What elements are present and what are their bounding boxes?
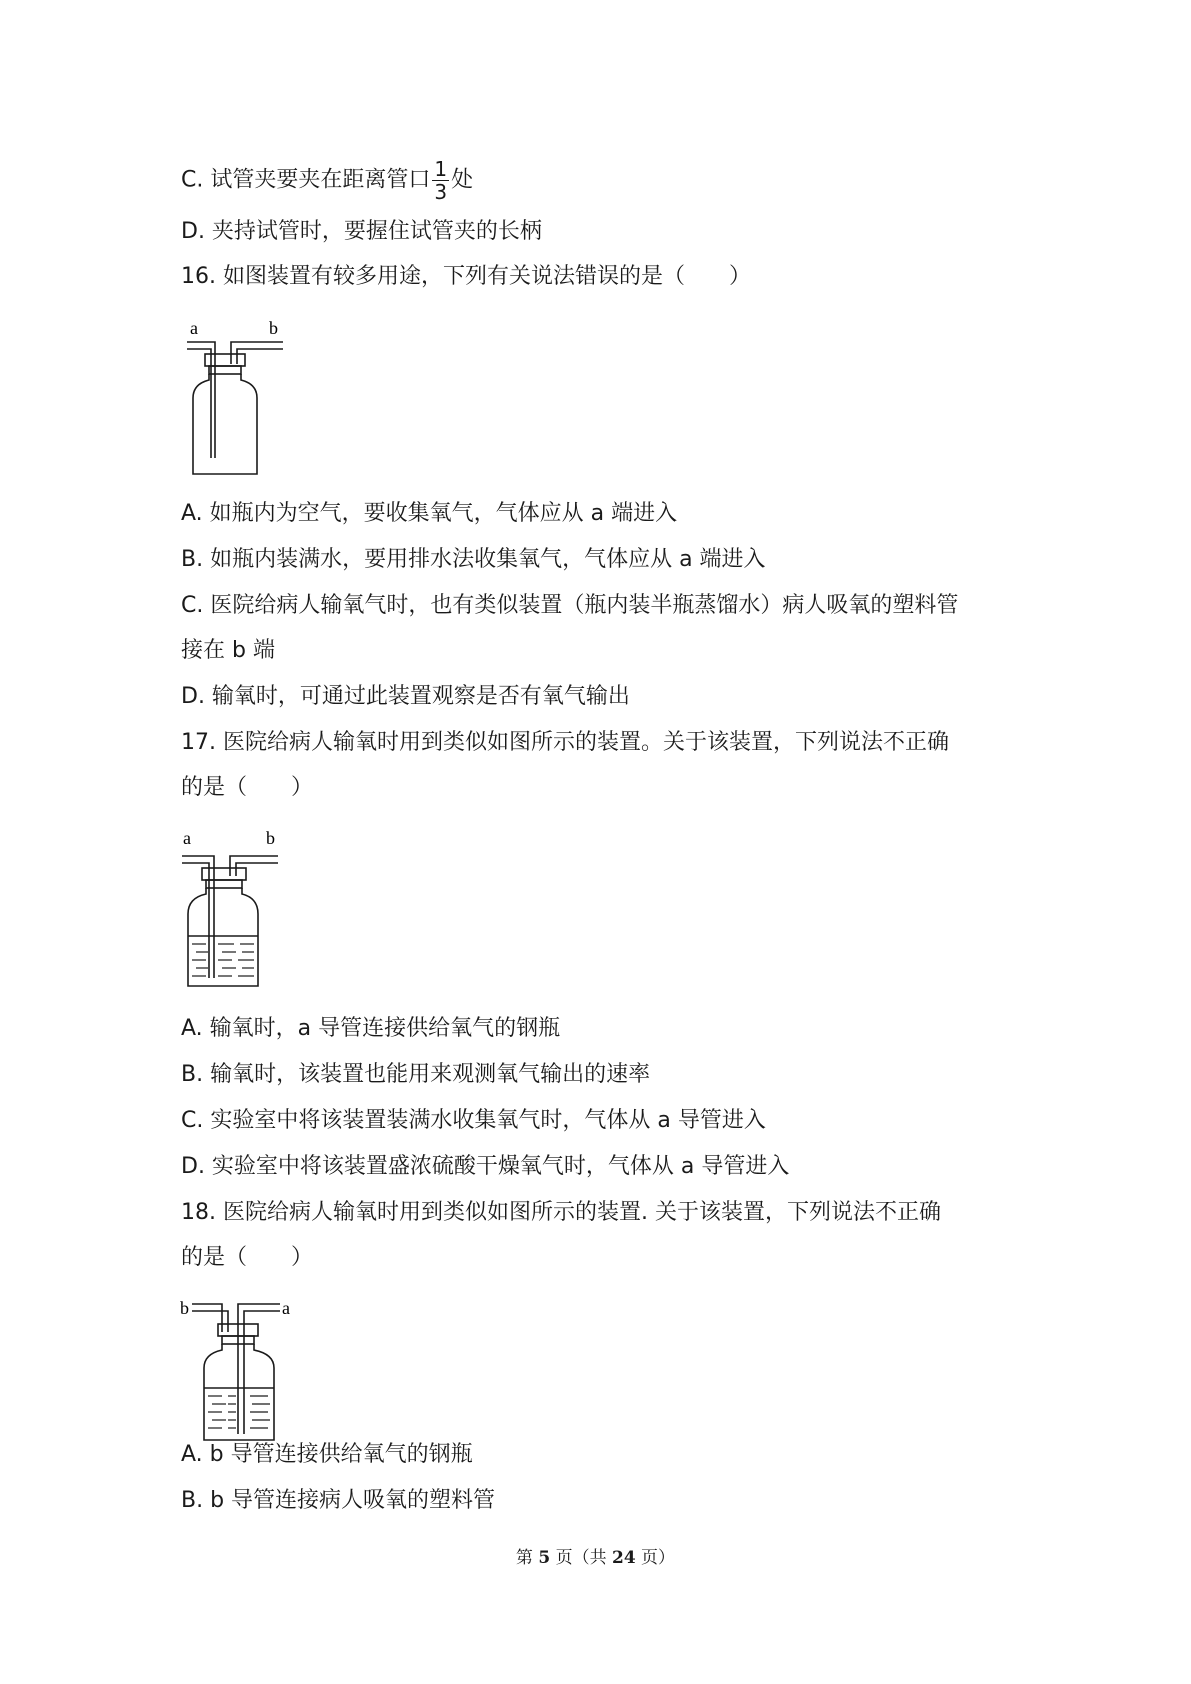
fraction-one-third [432, 158, 449, 203]
q17-stem-line1: 17. 医院给病人输氧时用到类似如图所示的装置。关于该装置，下列说法不正确 [181, 730, 949, 755]
q15-option-d: D. 夹持试管时，要握住试管夹的长柄 [181, 219, 542, 244]
footer-total-pages: 24 [611, 1548, 636, 1568]
q15-option-c-suffix: 处 [451, 167, 474, 193]
q18-option-b: B. b 导管连接病人吸氧的塑料管 [181, 1488, 496, 1513]
footer-middle: 页（共 [550, 1548, 612, 1568]
gas-bottle-empty-diagram [185, 318, 285, 478]
gas-bottle-water-diagram [178, 828, 278, 990]
page-footer [0, 1547, 1191, 1569]
q17-figure [178, 828, 278, 990]
q16-option-b: B. 如瓶内装满水，要用排水法收集氧气，气体应从 a 端进入 [181, 547, 766, 572]
q16-option-c-line2: 接在 b 端 [181, 638, 275, 663]
q16-figure [185, 318, 285, 478]
q15-option-c [181, 158, 473, 203]
q16-option-d: D. 输氧时，可通过此装置观察是否有氧气输出 [181, 684, 630, 709]
fig-label-a: a [183, 828, 191, 848]
fraction-numerator: 1 [434, 157, 448, 181]
fig-label-b: b [180, 1298, 189, 1318]
q16-option-c-line1: C. 医院给病人输氧气时，也有类似装置（瓶内装半瓶蒸馏水）病人吸氧的塑料管 [181, 593, 959, 618]
q15-option-c-text: C. 试管夹要夹在距离管口 [181, 167, 431, 193]
q17-option-a: A. 输氧时，a 导管连接供给氧气的钢瓶 [181, 1016, 561, 1041]
fig-label-a: a [282, 1298, 290, 1318]
q17-option-b: B. 输氧时，该装置也能用来观测氧气输出的速率 [181, 1062, 651, 1087]
q18-figure [178, 1294, 298, 1444]
fig-label-b: b [269, 318, 278, 338]
q17-option-c: C. 实验室中将该装置装满水收集氧气时，气体从 a 导管进入 [181, 1108, 766, 1133]
q18-stem-line1: 18. 医院给病人输氧时用到类似如图所示的装置. 关于该装置，下列说法不正确 [181, 1200, 941, 1225]
gas-bottle-water-reversed-diagram [178, 1294, 298, 1444]
q16-stem: 16. 如图装置有较多用途，下列有关说法错误的是（ ） [181, 264, 751, 289]
q16-option-a: A. 如瓶内为空气，要收集氧气，气体应从 a 端进入 [181, 501, 678, 526]
q18-stem-line2: 的是（ ） [181, 1245, 314, 1270]
q18-option-a: A. b 导管连接供给氧气的钢瓶 [181, 1442, 473, 1467]
fig-label-b: b [266, 828, 275, 848]
q17-stem-line2: 的是（ ） [181, 775, 314, 800]
fraction-denominator: 3 [434, 180, 448, 204]
footer-prefix: 第 [515, 1548, 539, 1568]
footer-suffix: 页） [635, 1548, 676, 1568]
fig-label-a: a [190, 318, 198, 338]
q17-option-d: D. 实验室中将该装置盛浓硫酸干燥氧气时，气体从 a 导管进入 [181, 1154, 790, 1179]
footer-page-number: 5 [538, 1548, 551, 1568]
